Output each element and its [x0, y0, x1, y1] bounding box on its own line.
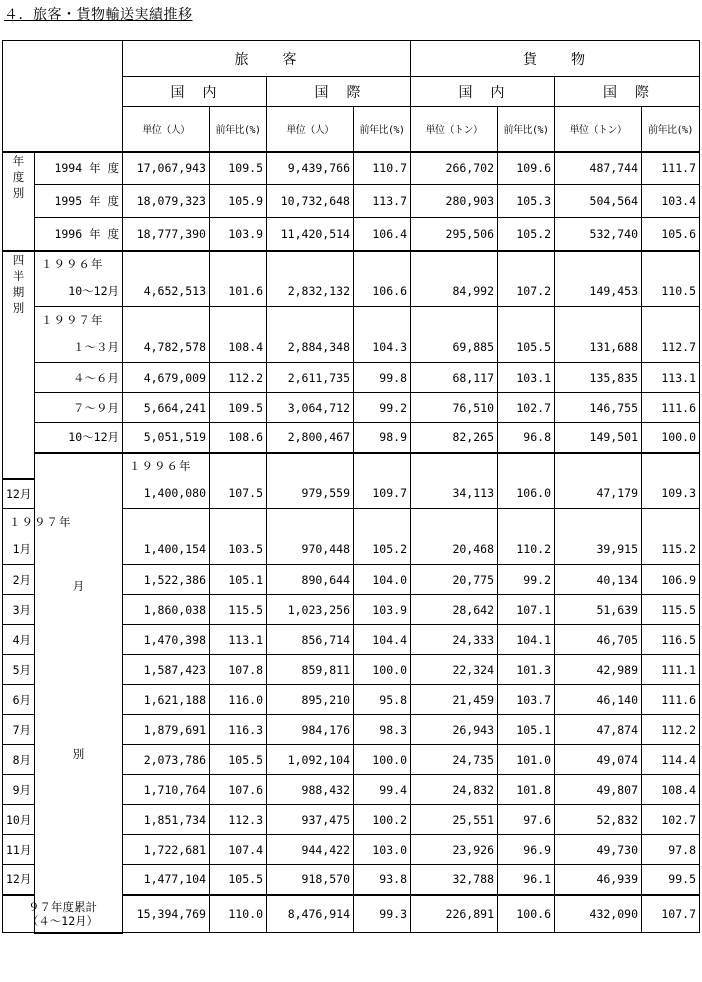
yoy-cell: 100.0 — [642, 423, 700, 453]
blank-cell — [642, 251, 700, 277]
blank-cell — [642, 307, 700, 333]
yoy-cell: 103.5 — [210, 535, 267, 565]
value-cell: 1,023,256 — [267, 595, 354, 625]
value-cell: 47,874 — [555, 715, 642, 745]
yoy-cell: 105.3 — [498, 185, 555, 218]
value-cell: 68,117 — [411, 363, 498, 393]
blank-cell — [210, 453, 267, 479]
yoy-cell: 104.0 — [354, 565, 411, 595]
page-title: ４．旅客・貨物輸送実績推移 — [4, 7, 193, 23]
value-cell: 28,642 — [411, 595, 498, 625]
header-cargo-domestic: 国 内 — [411, 77, 555, 107]
value-cell: 856,714 — [267, 625, 354, 655]
value-cell: 1,621,188 — [123, 685, 210, 715]
yoy-cell: 95.8 — [354, 685, 411, 715]
blank-cell — [411, 307, 498, 333]
value-cell: 1,477,104 — [123, 865, 210, 895]
value-cell: 24,333 — [411, 625, 498, 655]
value-cell: 859,811 — [267, 655, 354, 685]
quarter-row — [3, 363, 700, 393]
yoy-cell: 107.5 — [210, 479, 267, 509]
value-cell: 20,468 — [411, 535, 498, 565]
yoy-cell: 107.6 — [210, 775, 267, 805]
blank-cell — [210, 251, 267, 277]
period-label: 11月 — [3, 835, 35, 865]
blank-cell — [267, 307, 354, 333]
period-label: 5月 — [3, 655, 35, 685]
blank-cell — [210, 509, 267, 535]
yoy-cell: 109.5 — [210, 152, 267, 185]
period-label: 1995 年 度 — [35, 185, 123, 218]
fiscal-row — [3, 152, 700, 185]
year-heading: １９９７年 — [35, 307, 123, 333]
yoy-header: 前年比(%) — [498, 107, 555, 152]
period-label: 6月 — [3, 685, 35, 715]
yoy-cell: 115.5 — [210, 595, 267, 625]
value-cell: 21,459 — [411, 685, 498, 715]
period-label: 9月 — [3, 775, 35, 805]
side-label-char: 別 — [12, 300, 25, 315]
yoy-cell: 111.6 — [642, 685, 700, 715]
value-cell: 23,926 — [411, 835, 498, 865]
value-cell: 8,476,914 — [267, 895, 354, 933]
period-label: 4月 — [3, 625, 35, 655]
yoy-cell: 110.5 — [642, 277, 700, 307]
yoy-cell: 102.7 — [642, 805, 700, 835]
yoy-cell: 108.6 — [210, 423, 267, 453]
side-label-char: 度 — [12, 169, 25, 184]
yoy-cell: 111.1 — [642, 655, 700, 685]
yoy-cell: 111.6 — [642, 393, 700, 423]
value-cell: 979,559 — [267, 479, 354, 509]
unit-header: 単位（人） — [123, 107, 210, 152]
quarter-row — [3, 333, 700, 363]
yoy-cell: 109.6 — [498, 152, 555, 185]
yoy-header: 前年比(%) — [354, 107, 411, 152]
value-cell: 9,439,766 — [267, 152, 354, 185]
yoy-cell: 100.0 — [354, 745, 411, 775]
blank-cell — [411, 509, 498, 535]
value-cell: 226,891 — [411, 895, 498, 933]
value-cell: 49,730 — [555, 835, 642, 865]
yoy-cell: 96.1 — [498, 865, 555, 895]
value-cell: 20,775 — [411, 565, 498, 595]
yoy-cell: 112.7 — [642, 333, 700, 363]
yoy-cell: 99.5 — [642, 865, 700, 895]
header-cargo: 貨 物 — [411, 41, 700, 77]
value-cell: 84,992 — [411, 277, 498, 307]
quarter-row — [3, 393, 700, 423]
yoy-cell: 109.3 — [642, 479, 700, 509]
year-heading-row — [3, 453, 700, 479]
yoy-cell: 108.4 — [642, 775, 700, 805]
blank-cell — [498, 307, 555, 333]
value-cell: 3,064,712 — [267, 393, 354, 423]
yoy-cell: 100.2 — [354, 805, 411, 835]
value-cell: 2,884,348 — [267, 333, 354, 363]
yoy-cell: 105.5 — [498, 333, 555, 363]
value-cell: 49,807 — [555, 775, 642, 805]
yoy-cell: 113.1 — [210, 625, 267, 655]
value-cell: 26,943 — [411, 715, 498, 745]
value-cell: 1,400,080 — [123, 479, 210, 509]
value-cell: 24,735 — [411, 745, 498, 775]
unit-header: 単位（人） — [267, 107, 354, 152]
period-label: 10～12月 — [35, 423, 123, 453]
value-cell: 487,744 — [555, 152, 642, 185]
yoy-cell: 93.8 — [354, 865, 411, 895]
yoy-cell: 101.0 — [498, 745, 555, 775]
transport-table-wrapper — [2, 40, 700, 934]
side-label-char: 四 — [12, 252, 25, 267]
yoy-cell: 99.2 — [354, 393, 411, 423]
blank-cell — [267, 251, 354, 277]
value-cell: 4,652,513 — [123, 277, 210, 307]
blank-cell — [555, 453, 642, 479]
header-cargo-international: 国 際 — [555, 77, 700, 107]
blank-cell — [354, 307, 411, 333]
unit-header: 単位（トン） — [555, 107, 642, 152]
blank-cell — [498, 453, 555, 479]
yoy-cell: 97.6 — [498, 805, 555, 835]
yoy-cell: 103.4 — [642, 185, 700, 218]
side-label-char: 別 — [72, 746, 85, 761]
value-cell: 5,051,519 — [123, 423, 210, 453]
blank-cell — [267, 453, 354, 479]
value-cell: 24,832 — [411, 775, 498, 805]
yoy-cell: 110.0 — [210, 895, 267, 933]
yoy-cell: 98.9 — [354, 423, 411, 453]
quarter-row — [3, 423, 700, 453]
period-label: 10月 — [3, 805, 35, 835]
yoy-cell: 105.2 — [354, 535, 411, 565]
yoy-cell: 103.9 — [210, 218, 267, 251]
value-cell: 34,113 — [411, 479, 498, 509]
value-cell: 2,832,132 — [267, 277, 354, 307]
unit-header: 単位（トン） — [411, 107, 498, 152]
value-cell: 22,324 — [411, 655, 498, 685]
yoy-cell: 103.9 — [354, 595, 411, 625]
value-cell: 1,092,104 — [267, 745, 354, 775]
period-label: 2月 — [3, 565, 35, 595]
blank-cell — [642, 509, 700, 535]
yoy-cell: 109.7 — [354, 479, 411, 509]
group-fiscal-year — [3, 152, 35, 251]
value-cell: 1,722,681 — [123, 835, 210, 865]
yoy-cell: 113.7 — [354, 185, 411, 218]
yoy-cell: 111.7 — [642, 152, 700, 185]
blank-cell — [411, 453, 498, 479]
value-cell: 39,915 — [555, 535, 642, 565]
yoy-cell: 115.2 — [642, 535, 700, 565]
yoy-cell: 116.3 — [210, 715, 267, 745]
yoy-cell: 105.1 — [498, 715, 555, 745]
period-label: 12月 — [3, 865, 35, 895]
value-cell: 25,551 — [411, 805, 498, 835]
yoy-cell: 105.9 — [210, 185, 267, 218]
value-cell: 266,702 — [411, 152, 498, 185]
yoy-cell: 107.1 — [498, 595, 555, 625]
cumulative-total-label-line1: ９７年度累計 — [28, 899, 97, 914]
fiscal-row — [3, 185, 700, 218]
side-label-char: 期 — [12, 284, 25, 299]
value-cell: 1,879,691 — [123, 715, 210, 745]
yoy-cell: 110.7 — [354, 152, 411, 185]
yoy-cell: 113.1 — [642, 363, 700, 393]
side-label-char: 別 — [12, 185, 25, 200]
value-cell: 18,079,323 — [123, 185, 210, 218]
yoy-cell: 112.2 — [642, 715, 700, 745]
yoy-cell: 101.6 — [210, 277, 267, 307]
yoy-cell: 96.8 — [498, 423, 555, 453]
period-label: 12月 — [3, 479, 35, 509]
value-cell: 4,679,009 — [123, 363, 210, 393]
value-cell: 10,732,648 — [267, 185, 354, 218]
value-cell: 17,067,943 — [123, 152, 210, 185]
value-cell: 1,587,423 — [123, 655, 210, 685]
yoy-cell: 103.1 — [498, 363, 555, 393]
value-cell: 42,989 — [555, 655, 642, 685]
value-cell: 937,475 — [267, 805, 354, 835]
value-cell: 2,073,786 — [123, 745, 210, 775]
year-heading: １９９６年 — [35, 251, 123, 277]
yoy-cell: 100.6 — [498, 895, 555, 933]
value-cell: 1,860,038 — [123, 595, 210, 625]
value-cell: 2,611,735 — [267, 363, 354, 393]
value-cell: 988,432 — [267, 775, 354, 805]
value-cell: 149,453 — [555, 277, 642, 307]
yoy-cell: 104.3 — [354, 333, 411, 363]
yoy-cell: 107.7 — [642, 895, 700, 933]
value-cell: 504,564 — [555, 185, 642, 218]
blank-cell — [123, 251, 210, 277]
period-label: 10～12月 — [35, 277, 123, 307]
value-cell: 1,400,154 — [123, 535, 210, 565]
yoy-cell: 116.5 — [642, 625, 700, 655]
blank-cell — [642, 453, 700, 479]
transport-table — [2, 40, 700, 934]
group-quarter — [3, 251, 35, 479]
side-label-char: 年 — [12, 153, 25, 168]
value-cell: 32,788 — [411, 865, 498, 895]
yoy-cell: 116.0 — [210, 685, 267, 715]
value-cell: 944,422 — [267, 835, 354, 865]
yoy-cell: 105.1 — [210, 565, 267, 595]
yoy-cell: 106.9 — [642, 565, 700, 595]
header-passenger-domestic: 国 内 — [123, 77, 267, 107]
blank-cell — [498, 251, 555, 277]
value-cell: 82,265 — [411, 423, 498, 453]
value-cell: 47,179 — [555, 479, 642, 509]
quarter-row — [3, 277, 700, 307]
yoy-cell: 109.5 — [210, 393, 267, 423]
value-cell: 49,074 — [555, 745, 642, 775]
yoy-cell: 114.4 — [642, 745, 700, 775]
yoy-cell: 101.8 — [498, 775, 555, 805]
value-cell: 131,688 — [555, 333, 642, 363]
cumulative-total-row — [3, 895, 700, 933]
yoy-cell: 106.6 — [354, 277, 411, 307]
value-cell: 984,176 — [267, 715, 354, 745]
year-heading-row — [3, 251, 700, 277]
value-cell: 532,740 — [555, 218, 642, 251]
value-cell: 1,710,764 — [123, 775, 210, 805]
value-cell: 146,755 — [555, 393, 642, 423]
period-label: ７～９月 — [35, 393, 123, 423]
yoy-cell: 107.4 — [210, 835, 267, 865]
year-heading-row — [3, 307, 700, 333]
yoy-cell: 104.1 — [498, 625, 555, 655]
blank-cell — [123, 307, 210, 333]
blank-cell — [555, 509, 642, 535]
blank-cell — [123, 509, 210, 535]
yoy-cell: 104.4 — [354, 625, 411, 655]
period-label: 1月 — [3, 535, 35, 565]
value-cell: 149,501 — [555, 423, 642, 453]
header-passenger: 旅 客 — [123, 41, 411, 77]
yoy-cell: 99.4 — [354, 775, 411, 805]
value-cell: 1,851,734 — [123, 805, 210, 835]
value-cell: 69,885 — [411, 333, 498, 363]
value-cell: 1,522,386 — [123, 565, 210, 595]
value-cell: 46,939 — [555, 865, 642, 895]
yoy-cell: 102.7 — [498, 393, 555, 423]
blank-cell — [354, 509, 411, 535]
value-cell: 918,570 — [267, 865, 354, 895]
side-label-char: 半 — [12, 268, 25, 283]
blank-cell — [354, 251, 411, 277]
yoy-cell: 99.3 — [354, 895, 411, 933]
value-cell: 46,705 — [555, 625, 642, 655]
period-label: 8月 — [3, 745, 35, 775]
value-cell: 895,210 — [267, 685, 354, 715]
blank-cell — [210, 307, 267, 333]
value-cell: 970,448 — [267, 535, 354, 565]
period-label: ４～６月 — [35, 363, 123, 393]
period-label: １～３月 — [35, 333, 123, 363]
cumulative-total-label — [3, 895, 123, 933]
value-cell: 51,639 — [555, 595, 642, 625]
yoy-cell: 103.0 — [354, 835, 411, 865]
value-cell: 46,140 — [555, 685, 642, 715]
value-cell: 4,782,578 — [123, 333, 210, 363]
yoy-cell: 108.4 — [210, 333, 267, 363]
yoy-cell: 112.2 — [210, 363, 267, 393]
year-heading: １９９６年 — [123, 453, 210, 479]
value-cell: 135,835 — [555, 363, 642, 393]
yoy-cell: 107.8 — [210, 655, 267, 685]
year-heading: １９９７年 — [3, 509, 35, 535]
period-label: 1996 年 度 — [35, 218, 123, 251]
yoy-cell: 105.6 — [642, 218, 700, 251]
value-cell: 52,832 — [555, 805, 642, 835]
yoy-cell: 105.5 — [210, 865, 267, 895]
yoy-cell: 106.0 — [498, 479, 555, 509]
yoy-cell: 99.8 — [354, 363, 411, 393]
value-cell: 5,664,241 — [123, 393, 210, 423]
yoy-cell: 115.5 — [642, 595, 700, 625]
value-cell: 295,506 — [411, 218, 498, 251]
table-body — [3, 152, 700, 933]
yoy-cell: 97.8 — [642, 835, 700, 865]
period-label: 1994 年 度 — [35, 152, 123, 185]
yoy-cell: 110.2 — [498, 535, 555, 565]
yoy-cell: 105.2 — [498, 218, 555, 251]
yoy-cell: 112.3 — [210, 805, 267, 835]
yoy-header: 前年比(%) — [210, 107, 267, 152]
blank-cell — [354, 453, 411, 479]
yoy-cell: 100.0 — [354, 655, 411, 685]
fiscal-row — [3, 218, 700, 251]
blank-cell — [555, 251, 642, 277]
blank-cell — [411, 251, 498, 277]
value-cell: 890,644 — [267, 565, 354, 595]
yoy-cell: 105.5 — [210, 745, 267, 775]
blank-cell — [267, 509, 354, 535]
corner-cell — [3, 41, 123, 152]
value-cell: 2,800,467 — [267, 423, 354, 453]
yoy-cell: 96.9 — [498, 835, 555, 865]
value-cell: 280,903 — [411, 185, 498, 218]
value-cell: 1,470,398 — [123, 625, 210, 655]
value-cell: 432,090 — [555, 895, 642, 933]
yoy-cell: 107.2 — [498, 277, 555, 307]
yoy-cell: 98.3 — [354, 715, 411, 745]
value-cell: 76,510 — [411, 393, 498, 423]
blank-cell — [498, 509, 555, 535]
side-label-char: 月 — [72, 578, 85, 593]
blank-cell — [555, 307, 642, 333]
yoy-cell: 103.7 — [498, 685, 555, 715]
value-cell: 15,394,769 — [123, 895, 210, 933]
value-cell: 18,777,390 — [123, 218, 210, 251]
period-label: 7月 — [3, 715, 35, 745]
yoy-cell: 99.2 — [498, 565, 555, 595]
cumulative-total-label-line2: （４～12月） — [26, 913, 99, 928]
yoy-cell: 106.4 — [354, 218, 411, 251]
value-cell: 11,420,514 — [267, 218, 354, 251]
header-passenger-international: 国 際 — [267, 77, 411, 107]
period-label: 3月 — [3, 595, 35, 625]
yoy-header: 前年比(%) — [642, 107, 700, 152]
value-cell: 40,134 — [555, 565, 642, 595]
yoy-cell: 101.3 — [498, 655, 555, 685]
